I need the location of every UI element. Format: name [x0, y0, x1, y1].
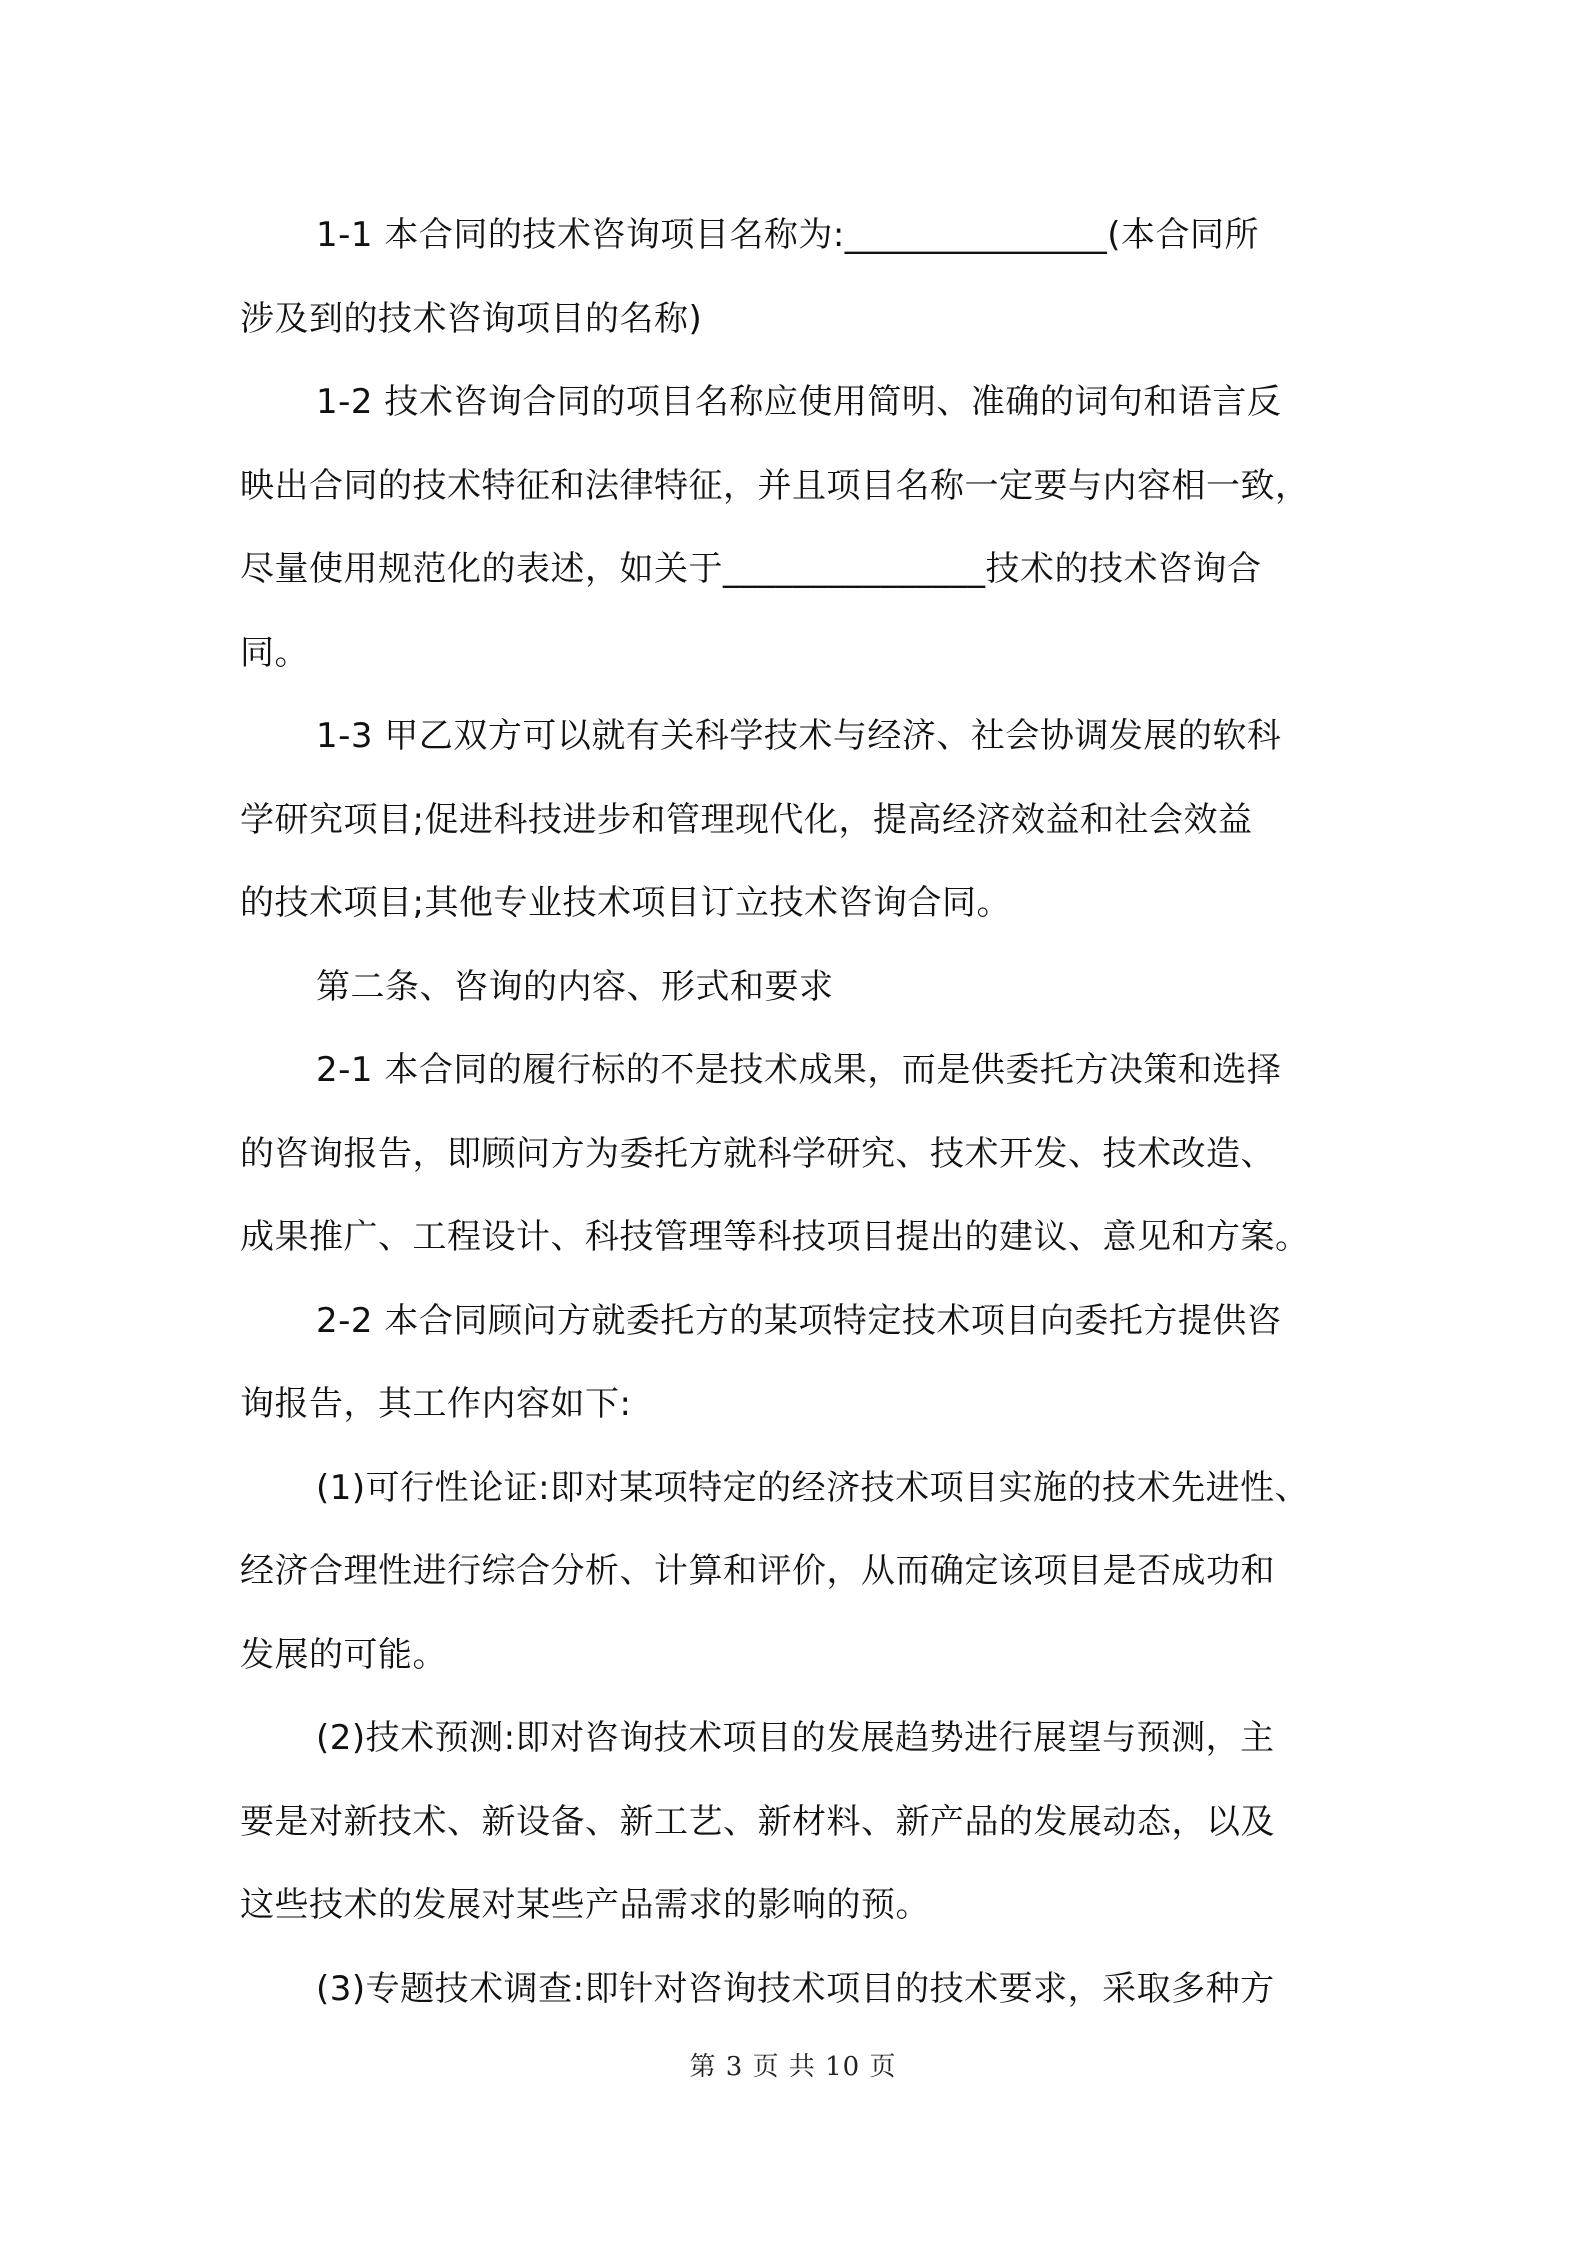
page-number-footer: 第 3 页 共 10 页	[689, 2052, 897, 2082]
text-line: 这些技术的发展对某些产品需求的影响的预。	[240, 1885, 930, 1925]
text-line: 要是对新技术、新设备、新工艺、新材料、新产品的发展动态，以及	[240, 1801, 1275, 1842]
text-line: 成果推广、工程设计、科技管理等科技项目提出的建议、意见和方案。	[240, 1217, 1310, 1257]
text-line: 经济合理性进行综合分析、计算和评价，从而确定该项目是否成功和	[240, 1551, 1275, 1591]
text-line: 发展的可能。	[240, 1634, 447, 1675]
text-line: 1-1 本合同的技术咨询项目名称为:_______________(本合同所	[316, 215, 1260, 255]
text-line: (1)可行性论证:即对某项特定的经济技术项目实施的技术先进性、	[316, 1467, 1310, 1508]
paragraph-p-1-1	[240, 194, 1360, 361]
paragraph-p-2-2-1	[240, 1447, 1360, 1698]
text-line: (2)技术预测:即对咨询技术项目的发展趋势进行展望与预测，主	[316, 1718, 1275, 1758]
paragraph-p-1-2	[240, 361, 1360, 695]
text-line: 的技术项目;其他专业技术项目订立技术咨询合同。	[240, 883, 1011, 923]
text-line: 同。	[240, 632, 309, 673]
paragraph-article-2-heading	[240, 946, 1360, 1030]
text-line: 的咨询报告，即顾问方为委托方就科学研究、技术开发、技术改造、	[240, 1133, 1275, 1174]
text-line: 学研究项目;促进科技进步和管理现代化，提高经济效益和社会效益	[240, 799, 1253, 840]
text-line: 询报告，其工作内容如下:	[240, 1384, 632, 1424]
paragraph-p-1-3	[240, 695, 1360, 946]
paragraph-p-2-2-2	[240, 1697, 1360, 1948]
paragraph-p-2-2	[240, 1280, 1360, 1447]
text-line: (3)专题技术调查:即针对咨询技术项目的技术要求，采取多种方	[316, 1968, 1275, 2009]
text-line: 1-3 甲乙双方可以就有关科学技术与经济、社会协调发展的软科	[316, 716, 1282, 756]
text-line: 第二条、咨询的内容、形式和要求	[316, 966, 834, 1007]
text-line: 2-1 本合同的履行标的不是技术成果，而是供委托方决策和选择	[316, 1050, 1282, 1090]
document-body	[240, 194, 1360, 2031]
text-line: 1-2 技术咨询合同的项目名称应使用简明、准确的词句和语言反	[316, 382, 1282, 422]
text-line: 尽量使用规范化的表述，如关于_______________技术的技术咨询合	[240, 549, 1262, 589]
text-line: 映出合同的技术特征和法律特征，并且项目名称一定要与内容相一致，	[240, 465, 1310, 506]
paragraph-p-2-2-3	[240, 1948, 1360, 2032]
text-line: 2-2 本合同顾问方就委托方的某项特定技术项目向委托方提供咨	[316, 1300, 1282, 1341]
text-line: 涉及到的技术咨询项目的名称)	[240, 298, 703, 339]
paragraph-p-2-1	[240, 1029, 1360, 1280]
